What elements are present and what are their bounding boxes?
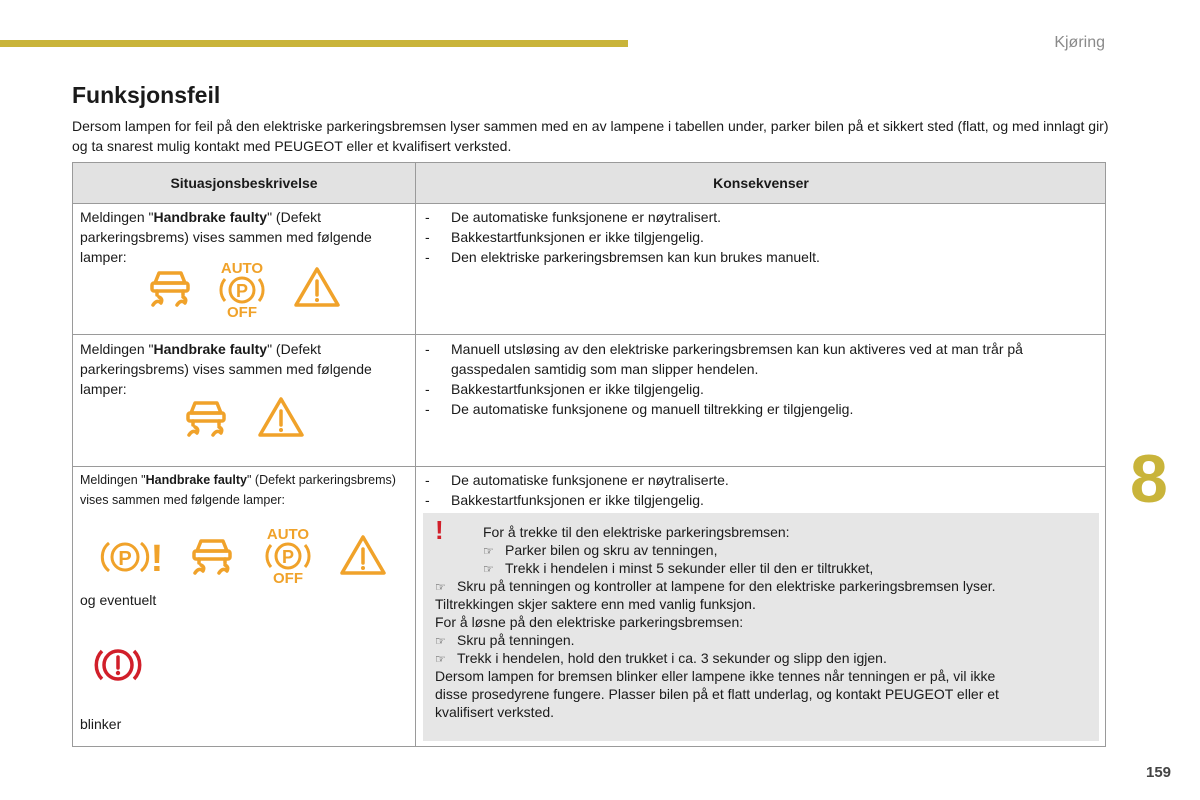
note-line [435, 577, 996, 596]
table-row-2-consequences [423, 339, 1093, 419]
p-letter: P [118, 548, 132, 570]
warning-exclamation-icon: ! [435, 515, 444, 545]
fault-table [72, 162, 1106, 747]
auto-label: AUTO [220, 260, 264, 277]
note-line [435, 631, 575, 650]
brake-warning-icon [93, 645, 143, 685]
table-row-3-description [80, 470, 410, 510]
pointing-hand-icon: ☞ [435, 634, 446, 648]
note-line: Dersom lampen for bremsen blinker eller lampene ikke tennes når tenningen er på, vil ikke [435, 668, 996, 684]
chapter-number: 8 [1130, 441, 1168, 517]
list-item: - Bakkestartfunksjonen er ikke tilgjengelig. [423, 490, 1093, 510]
desc-text: Meldingen " [80, 341, 154, 357]
list-item: - De automatiske funksjonene er nøytralisert. [423, 207, 1093, 227]
off-label: OFF [273, 570, 303, 585]
note-text: Parker bilen og skru av tenningen, [505, 542, 718, 558]
p-letter: P [235, 281, 249, 301]
skid-control-icon [189, 535, 235, 575]
list-item: - Manuell utsløsing av den elektriske parkeringsbremsen kan kun aktiveres ved at man trår på gasspedalen samtidig som man slipper hendelen. [423, 339, 1093, 379]
note-line: For å løsne på den elektriske parkeringsbremsen: [435, 614, 744, 630]
note-text: Skru på tenningen. [457, 632, 575, 648]
note-line: Tiltrekkingen skjer saktere enn med vanlig funksjon. [435, 596, 756, 612]
note-line: disse prosedyrene fungere. Plasser bilen på et flatt underlag, og kontakt PEUGEOT eller et [435, 686, 999, 702]
desc-text: " (Defekt parkeringsbrems) vises sammen med følgende lamper: [80, 341, 372, 397]
list-item: - De automatiske funksjonene og manuell tiltrekking er tilgjengelig. [423, 399, 1093, 419]
skid-control-icon [183, 397, 229, 437]
message-name: Handbrake faulty [153, 209, 268, 225]
warning-triangle-icon [257, 395, 305, 439]
note-line [435, 649, 887, 668]
table-header [73, 163, 1105, 204]
auto-label: AUTO [266, 526, 310, 543]
park-brake-fault-icon [99, 535, 165, 579]
list-item: - De automatiske funksjonene er nøytraliserte. [423, 470, 1093, 490]
note-text: Skru på tenningen og kontroller at lampene for den elektriske parkeringsbremsen lyser. [457, 578, 996, 594]
list-item: - Bakkestartfunksjonen er ikke tilgjengelig. [423, 379, 1093, 399]
note-line: kvalifisert verksted. [435, 704, 555, 720]
row-divider [73, 334, 1105, 335]
and-possibly-label: og eventuelt [80, 592, 157, 608]
desc-text: Meldingen " [80, 209, 154, 225]
pointing-hand-icon: ☞ [435, 652, 446, 666]
p-letter: P [281, 547, 295, 567]
intro-paragraph: Dersom lampen for feil på den elektriske parkeringsbremsen lyser sammen med en av lampene i tabellen under, parker bilen på et sikkert sted (flatt, og med innlagt gir) og ta snarest mulig kontakt med PEUGEOT eller et kvalifisert verksted. [72, 118, 1109, 154]
section-label: Kjøring [1054, 34, 1105, 51]
note-line [483, 559, 873, 578]
skid-control-icon [147, 267, 193, 307]
note-line [483, 541, 717, 560]
column-header-situation: Situasjonsbeskrivelse [170, 175, 318, 191]
page-number: 159 [1146, 764, 1172, 781]
message-name: Handbrake faulty [145, 473, 248, 487]
table-row-2-description [80, 339, 410, 399]
warning-triangle-icon [293, 265, 341, 309]
warning-triangle-icon [339, 533, 387, 577]
desc-text: Meldingen " [80, 473, 146, 487]
table-row-3-consequences [423, 470, 1093, 510]
pointing-hand-icon: ☞ [435, 580, 446, 594]
row-divider [73, 466, 1105, 467]
column-divider [415, 163, 416, 746]
off-label: OFF [227, 304, 257, 319]
auto-park-off-icon [213, 259, 271, 319]
auto-park-off-icon [259, 525, 317, 585]
note-text: Trekk i hendelen i minst 5 sekunder eller til den er tiltrukket, [505, 560, 874, 576]
pointing-hand-icon: ☞ [483, 562, 494, 576]
note-line: For å trekke til den elektriske parkeringsbremsen: [483, 524, 790, 540]
blinking-label: blinker [80, 716, 122, 732]
column-header-consequences: Konsekvenser [713, 175, 809, 191]
table-row-1-consequences [423, 207, 1093, 267]
desc-text: " (Defekt parkeringsbrems) vises sammen med følgende lamper: [80, 473, 396, 507]
list-item: - Bakkestartfunksjonen er ikke tilgjengelig. [423, 227, 1093, 247]
exclamation-mark: ! [150, 538, 164, 579]
page-title: Funksjonsfeil [72, 82, 221, 108]
procedure-note [423, 513, 1099, 741]
desc-text: " (Defekt parkeringsbrems) vises sammen med følgende lamper: [80, 209, 372, 265]
header-accent-bar [0, 40, 628, 47]
list-item: - Den elektriske parkeringsbremsen kan kun brukes manuelt. [423, 247, 1093, 267]
pointing-hand-icon: ☞ [483, 544, 494, 558]
message-name: Handbrake faulty [153, 341, 268, 357]
note-text: Trekk i hendelen, hold den trukket i ca. 3 sekunder og slipp den igjen. [457, 650, 887, 666]
table-row-1-description [80, 207, 410, 267]
